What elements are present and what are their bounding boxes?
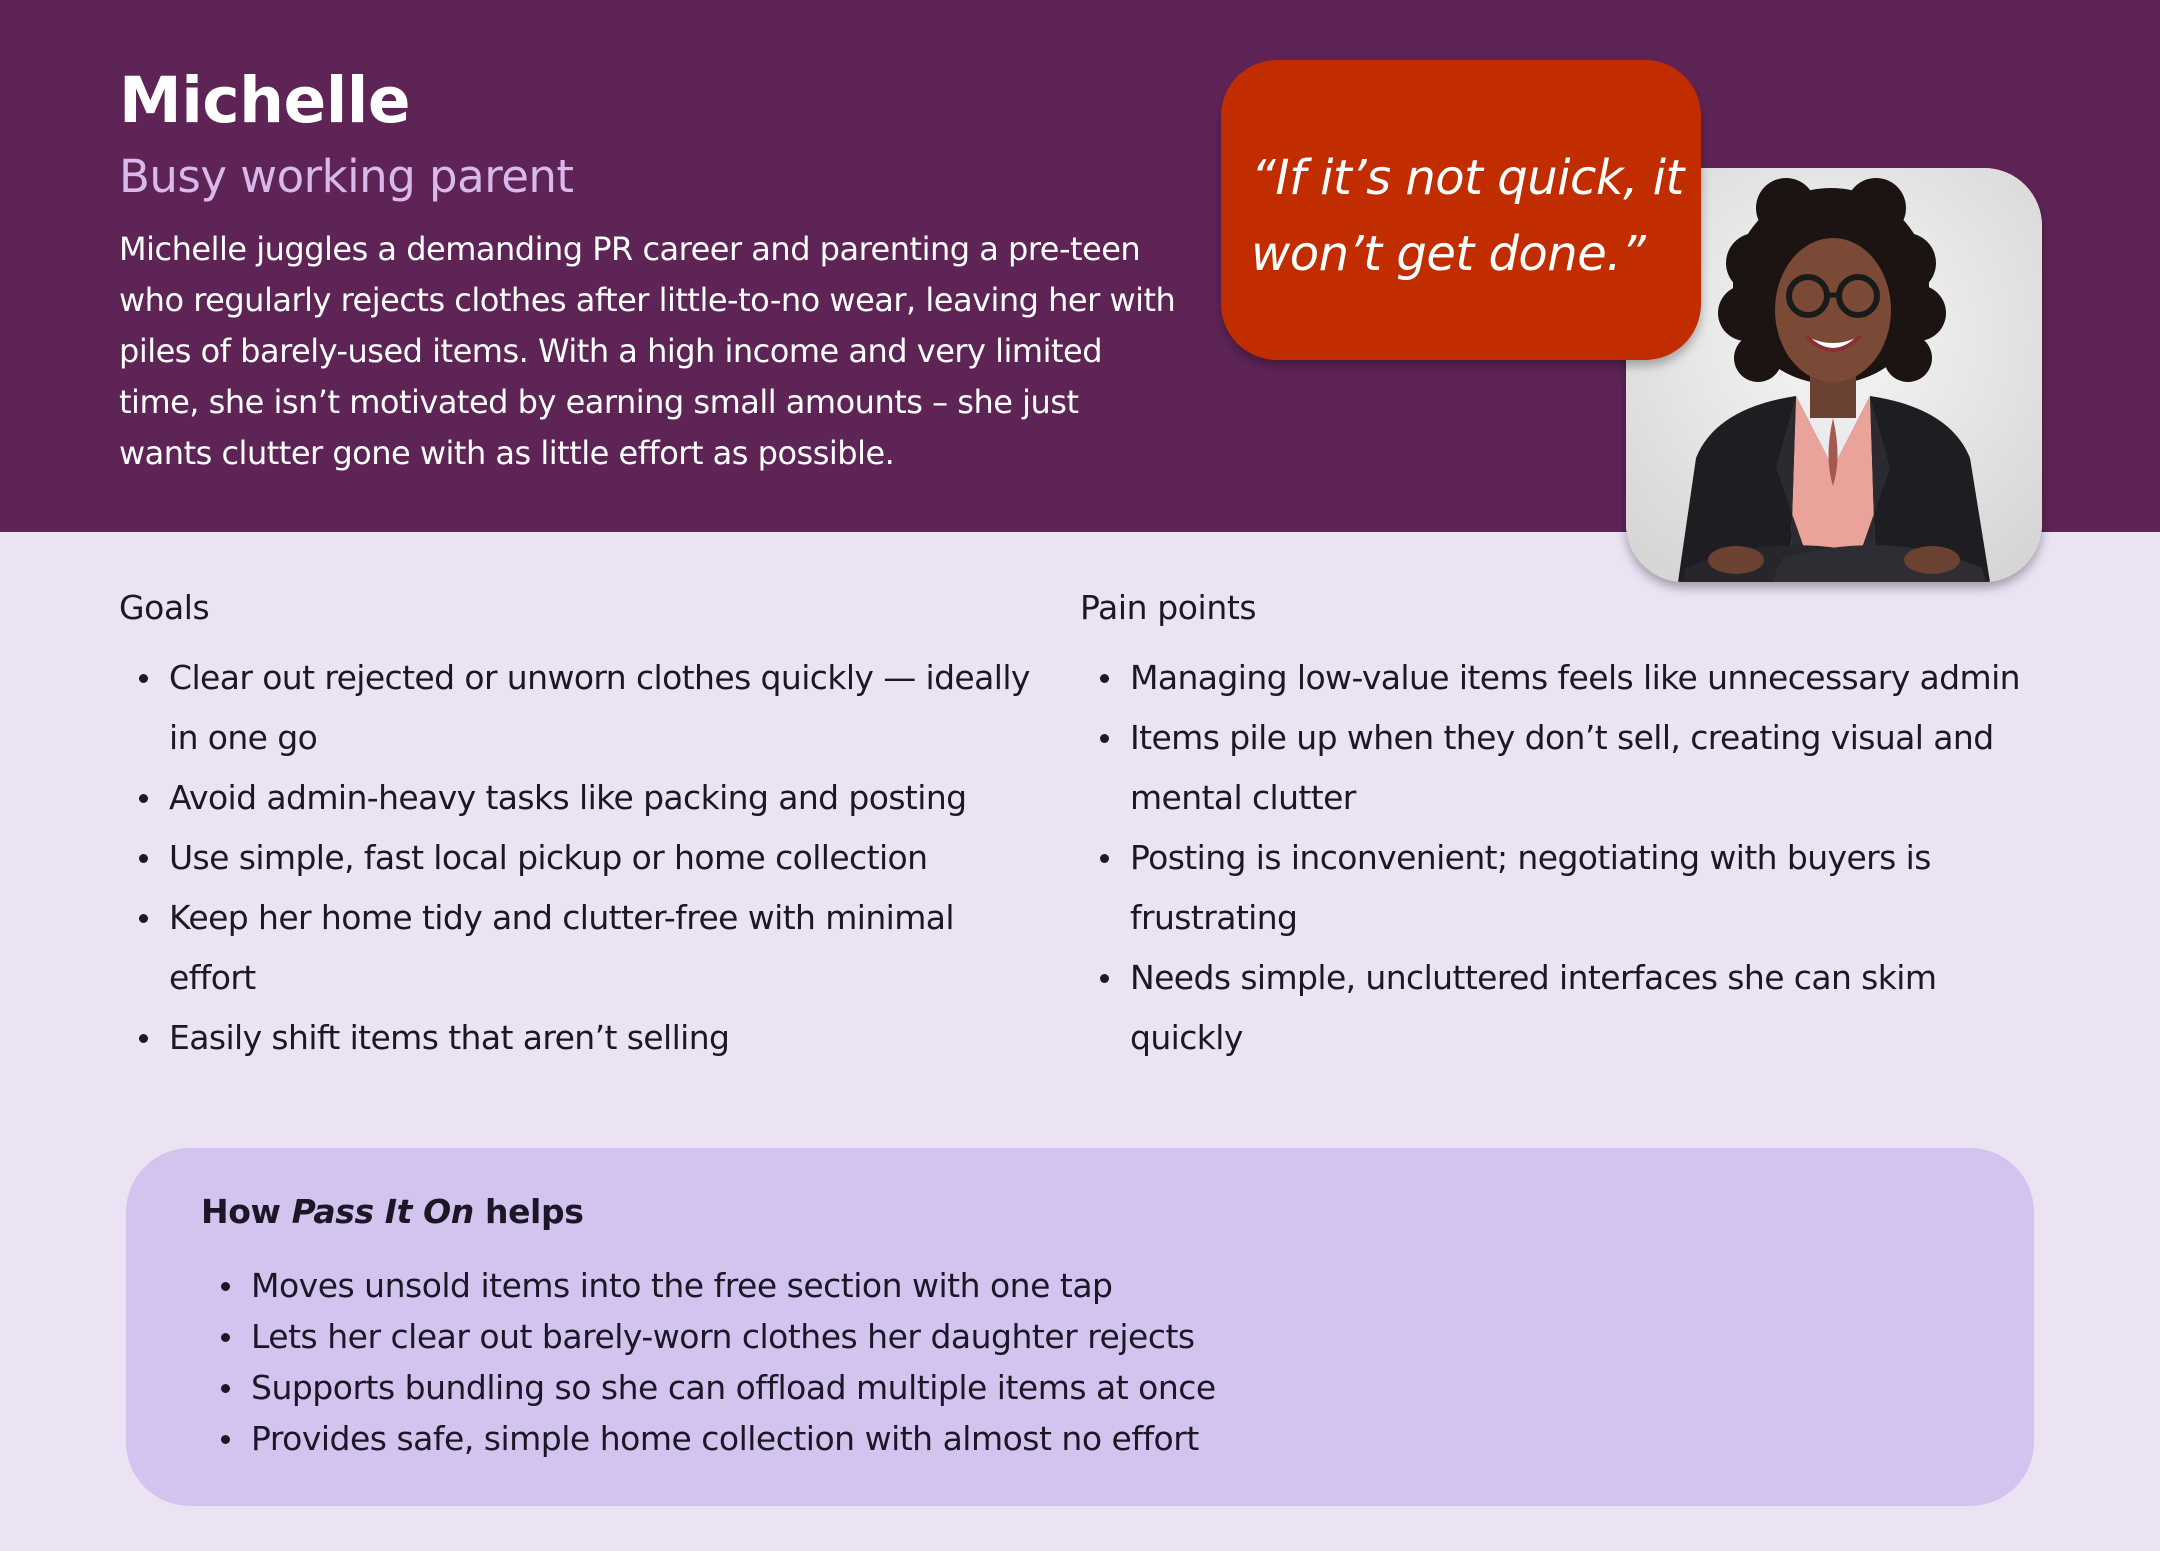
list-item: Avoid admin-heavy tasks like packing and posting [119, 768, 1039, 828]
persona-role: Busy working parent [119, 150, 574, 203]
list-item: Supports bundling so she can offload multiple items at once [201, 1362, 1901, 1413]
heading-suffix: helps [473, 1192, 584, 1231]
how-it-helps-list [201, 1260, 1901, 1464]
list-item: Keep her home tidy and clutter-free with minimal effort [119, 888, 1039, 1008]
pain-points-section [1080, 582, 2020, 1068]
pain-points-heading: Pain points [1080, 588, 1257, 627]
list-item: Provides safe, simple home collection with almost no effort [201, 1413, 1901, 1464]
list-item: Use simple, fast local pickup or home collection [119, 828, 1039, 888]
list-item: Moves unsold items into the free section with one tap [201, 1260, 1901, 1311]
list-item: Posting is inconvenient; negotiating with buyers is frustrating [1080, 828, 2020, 948]
heading-prefix: How [201, 1192, 292, 1231]
how-it-helps-panel [126, 1148, 2034, 1506]
goals-list [119, 648, 1039, 1068]
persona-quote: “If it’s not quick, it won’t get done.” [1251, 150, 1684, 282]
persona-bio: Michelle juggles a demanding PR career and parenting a pre-teen who regularly rejects clothes after little-to-no wear, leaving her with piles of barely-used items. With a high income and very limited time, she isn’t motivated by earning small amounts – she just wants clutter gone with as little effort as possible. [119, 230, 1176, 472]
pain-points-list [1080, 648, 2020, 1068]
list-item: Easily shift items that aren’t selling [119, 1008, 1039, 1068]
persona-name: Michelle [119, 64, 411, 137]
goals-heading: Goals [119, 588, 210, 627]
list-item: Clear out rejected or unworn clothes quickly — ideally in one go [119, 648, 1039, 768]
how-it-helps-heading [201, 1192, 583, 1232]
list-item: Items pile up when they don’t sell, creating visual and mental clutter [1080, 708, 2020, 828]
list-item: Needs simple, uncluttered interfaces she can skim quickly [1080, 948, 2020, 1068]
goals-section [119, 582, 1039, 1068]
list-item: Lets her clear out barely-worn clothes her daughter rejects [201, 1311, 1901, 1362]
persona-quote-bubble [1221, 60, 1701, 360]
product-name: Pass It On [291, 1192, 474, 1231]
list-item: Managing low-value items feels like unnecessary admin [1080, 648, 2020, 708]
